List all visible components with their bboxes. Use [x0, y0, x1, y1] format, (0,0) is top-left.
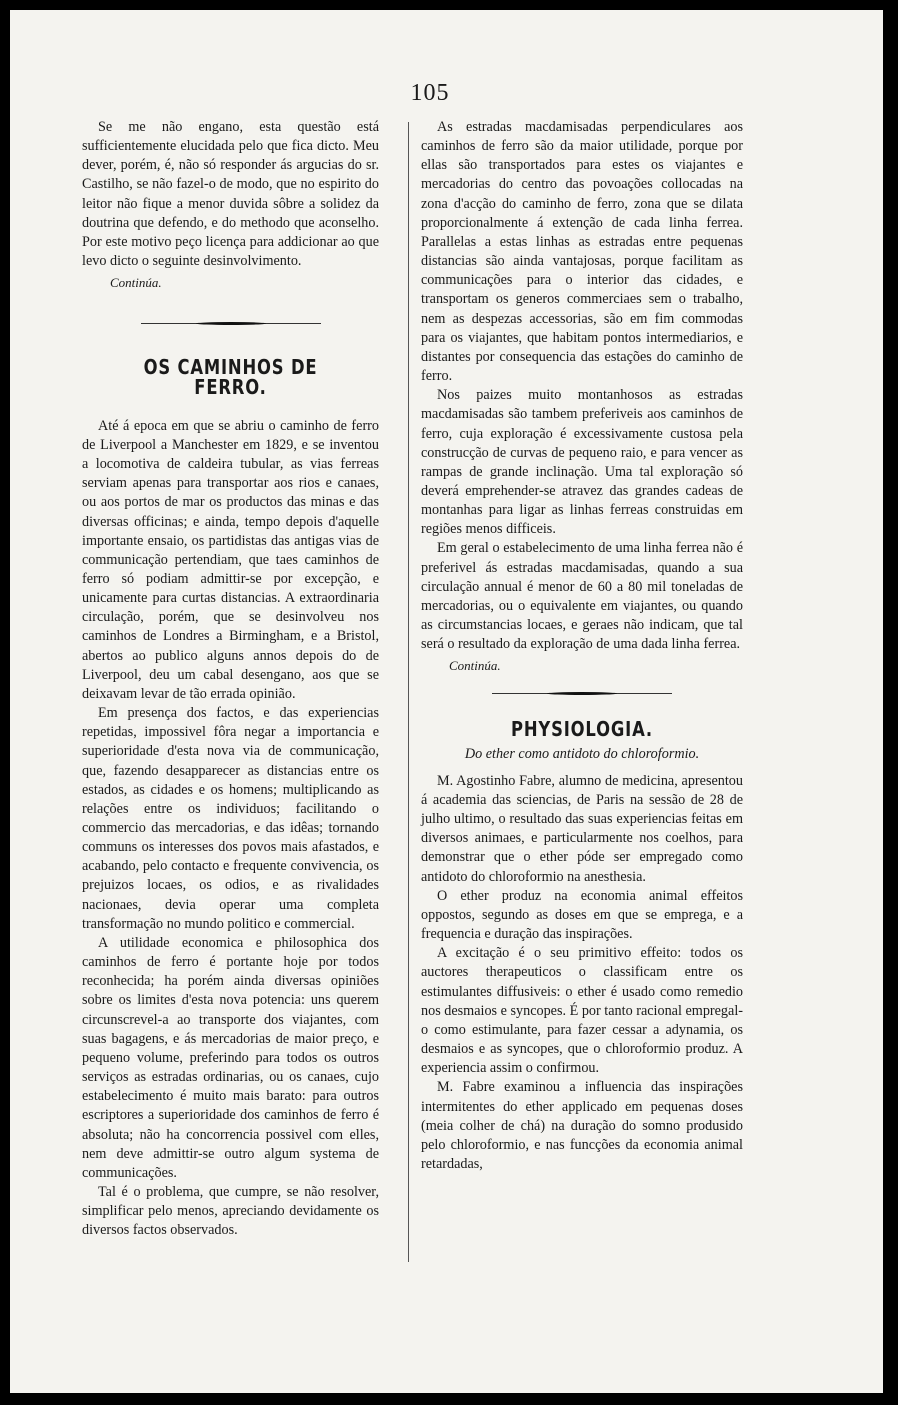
paragraph: Tal é o problema, que cumpre, se não resolver, simplificar pelo menos, apreciando devidamente os diversos factos observados. — [82, 1183, 379, 1239]
section-separator — [141, 318, 321, 330]
paragraph: A utilidade economica e philosophica dos caminhos de ferro é portante hoje por todos reconhecida; ha porém ainda diversas opiniões sobre os limites d'esta nova potencia: uns querem circunscrevel-a ao transporte dos viajantes, com suas bagagens, e ás mercadorias de maior preço, e pequeno volume, preferindo para todos os outros serviços as estradas ordinarias, ou os canaes, cujo estabelecimento é muito mais barato: para outros escriptores a superioridade dos caminhos de ferro é absoluta; não ha concorrencia possivel com elles, nem deve admittir-se outro algum systema de communicações. — [82, 934, 379, 1181]
section-subtitle: Do ether como antidoto do chloroformio. — [464, 745, 700, 762]
newspaper-page — [10, 10, 883, 1393]
paragraph: M. Fabre examinou a influencia das inspirações intermitentes do ether applicado em pequenas doses (meia colher de chá) na duração do somno produsido pelo chloroformio, e nas funcções da economia animal retardadas, — [421, 1079, 743, 1172]
paragraph: A excitação é o seu primitivo effeito: todos os auctores therapeuticos o classificam entre os estimulantes diffusiveis: o ether é usado como remedio nos desmaios e syncopes. É por tanto racional empregal-o como estimulante, para fazer cessar a adynamia, os desmaios e as syncopes, que o chloroformio produz. A experiencia assim o confirmou. — [421, 945, 743, 1077]
left-column — [82, 118, 379, 1240]
paragraph: Em presença dos factos, e das experiencias repetidas, impossivel fôra negar a importancia e superioridade d'esta nova via de communicação, que, fazendo desapparecer as distancias entre os estados, as cidades e os homens; multiplicando as relações entre os individuos; facilitando o commercio das mercadorias, e das idêas; tornando communs os interesses dos povos mais afastados, e acabando, pelo contacto e frequente convivencia, os prejuizos locaes, os odios, e as rivalidades nacionaes, devia operar uma completa transformação no mundo politico e commercial. — [82, 705, 379, 932]
section-separator — [492, 688, 672, 700]
right-column — [421, 118, 743, 1174]
page-number: 105 — [410, 80, 450, 106]
paragraph: Nos paizes muito montanhosos as estradas macdamisadas são tambem preferiveis aos caminhos de ferro, cuja exploração é excessivamente custosa pela construcção de curvas de pequeno raio, e para vencer as rampas de grande inclinação. Uma tal exploração só deverá emprehender-se atravez das grandes cadeas de montanhas para ligar as linhas ferreas construidas em regiões menos difficeis. — [421, 387, 743, 538]
intro-paragraph: Se me não engano, esta questão está sufficientemente elucidada pelo que fica dicto. Meu dever, porém, é, não só responder ás argucias do sr. Castilho, se não fazel-o de modo, que no espirito do leitor não fique a menor duvida sôbre a solidez da doutrina que defendo, e do methodo que aconselho. Por este motivo peço licença para addicionar ao que levo dicto o seguinte desinvolvimento. — [82, 119, 379, 270]
continua-label: Continúa. — [449, 658, 501, 674]
paragraph: Em geral o estabelecimento de uma linha ferrea não é preferivel ás estradas macdamisadas, quando a sua circulação annual é menor de 60 a 80 mil toneladas de mercadorias, ou o equivalente em viajantes, ou quando as circumstancias locaes, e geraes não indicam, que tal será o resultado da exploração de uma dada linha ferrea. — [421, 540, 743, 653]
section-title-physiologia: PHYSIOLOGIA. — [511, 716, 653, 741]
section-title-caminhos: OS CAMINHOS DE FERRO. — [143, 355, 318, 399]
continua-label: Continúa. — [110, 275, 162, 291]
paragraph: As estradas macdamisadas perpendiculares aos caminhos de ferro são da maior utilidade, porque por ellas são transportados para estes os viajantes e mercadorias do centro das povoações collocadas na zona d'acção do caminho de ferro, zona que se dilata proporcionalmente á extenção de cada linha ferrea. Parallelas a estas linhas as estradas entre pequenas distancias são ainda vantajosas, porque facilitam as communicações para o interior das cidades, e transportam os generos commerciaes sem o trabalho, nem as despezas accessorias, são em fim commodas para os viajantes, que habitam pontos intermediarios, e distantes por consequencia das estações do caminho de ferro. — [421, 119, 743, 385]
paragraph: Até á epoca em que se abriu o caminho de ferro de Liverpool a Manchester em 1829, e se inventou a locomotiva de caldeira tubular, as vias ferreas serviam apenas para transportar aos rios e canaes, ou aos portos de mar os productos das minas e das diversas officinas; e ainda, tempo depois d'aquelle importante ensaio, os partidistas das antigas vias de communicação pertendiam, que taes caminhos de ferro só podiam admittir-se por excepção, e unicamente para curtas distancias. A extraordinaria circulação, porém, que se desinvolveu nos caminhos de Londres a Birmingham, e a Bristol, abertos ao publico alguns annos depois do de Liverpool, deu um cabal desengano, aos que se deixavam levar de tão errada opinião. — [82, 417, 379, 702]
paragraph: O ether produz na economia animal effeitos oppostos, segundo as doses em que se emprega, e a frequencia e duração das inspirações. — [421, 887, 743, 943]
column-divider — [408, 122, 409, 1262]
paragraph: M. Agostinho Fabre, alumno de medicina, apresentou á academia das sciencias, de Paris na sessão de 28 de julho ultimo, o resultado das suas experiencias feitas em diversos animaes, e particularmente nos coelhos, para demonstrar que o ether póde ser empregado como antidoto do chloroformio na anesthesia. — [421, 772, 743, 885]
